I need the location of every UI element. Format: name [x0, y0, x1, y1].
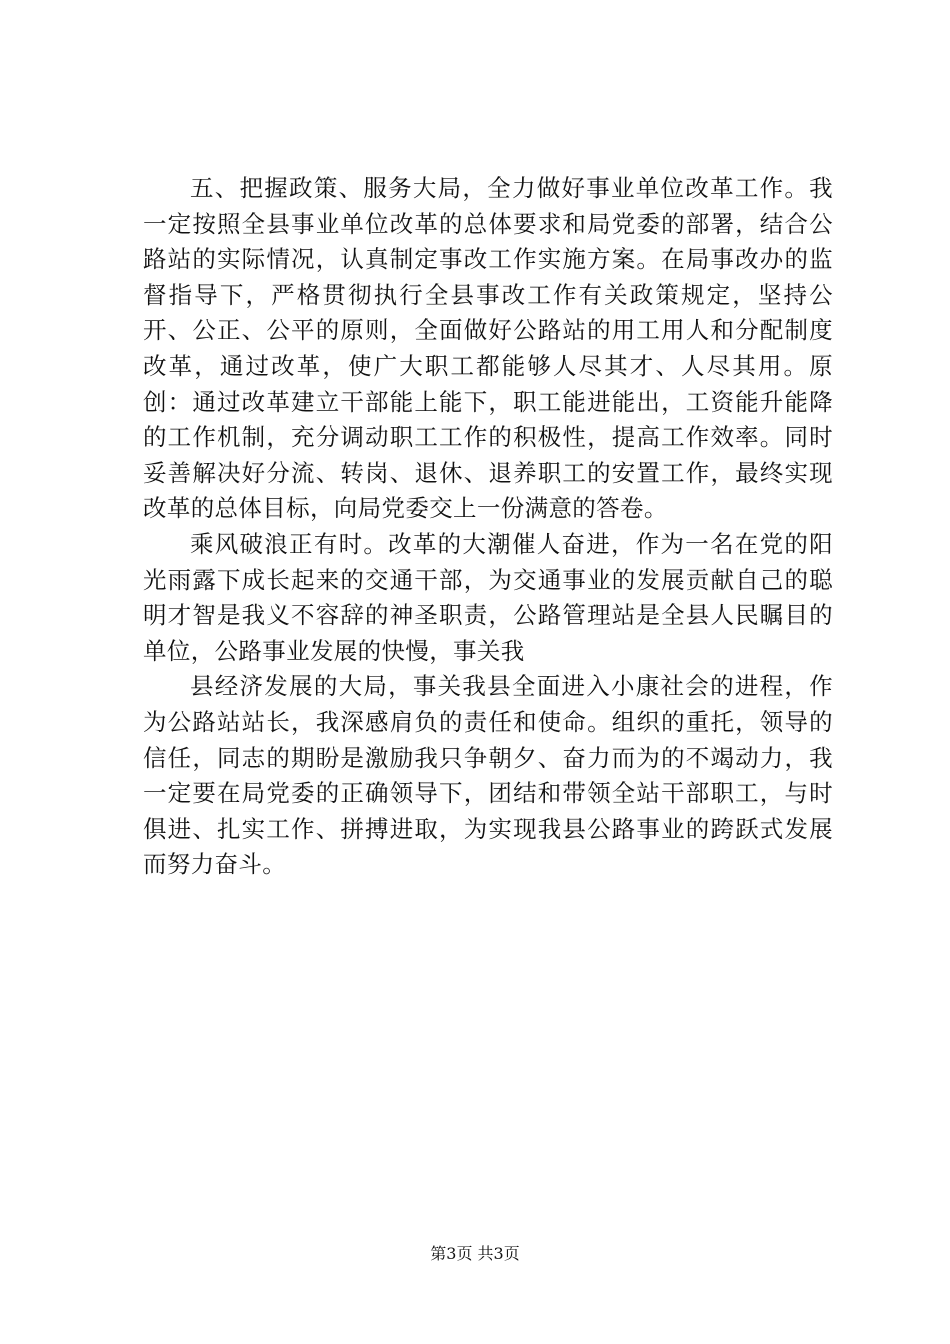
- paragraph-closing-pledge: 县经济发展的大局，事关我县全面进入小康社会的进程，作为公路站站长，我深感肩负的责任和使命。组织的重托，领导的信任，同志的期盼是激励我只争朝夕、奋力而为的不竭动力，我一定要在局党委的正确领导下，团结和带领全站干部职工，与时俱进、扎实工作、拼搏进取，为实现我县公路事业的跨跃式发展而努力奋斗。: [143, 672, 833, 879]
- paragraph-seize-the-time: 乘风破浪正有时。改革的大潮催人奋进，作为一名在党的阳光雨露下成长起来的交通干部，为交通事业的发展贡献自己的聪明才智是我义不容辞的神圣职责，公路管理站是全县人民瞩目的单位，公路事业发展的快慢，事关我: [143, 529, 833, 665]
- paragraph-reform-work: 五、把握政策、服务大局，全力做好事业单位改革工作。我一定按照全县事业单位改革的总体要求和局党委的部署，结合公路站的实际情况，认真制定事改工作实施方案。在局事改办的监督指导下，严格贯彻执行全县事改工作有关政策规定，坚持公开、公正、公平的原则，全面做好公路站的用工用人和分配制度改革，通过改革，使广大职工都能够人尽其才、人尽其用。原创：通过改革建立干部能上能下，职工能进能出，工资能升能降的工作机制，充分调动职工工作的积极性，提高工作效率。同时妥善解决好分流、转岗、退休、退养职工的安置工作，最终实现改革的总体目标，向局党委交上一份满意的答卷。: [143, 174, 833, 523]
- page-number-footer: 第3页 共3页: [430, 1244, 520, 1263]
- document-body: [143, 171, 833, 883]
